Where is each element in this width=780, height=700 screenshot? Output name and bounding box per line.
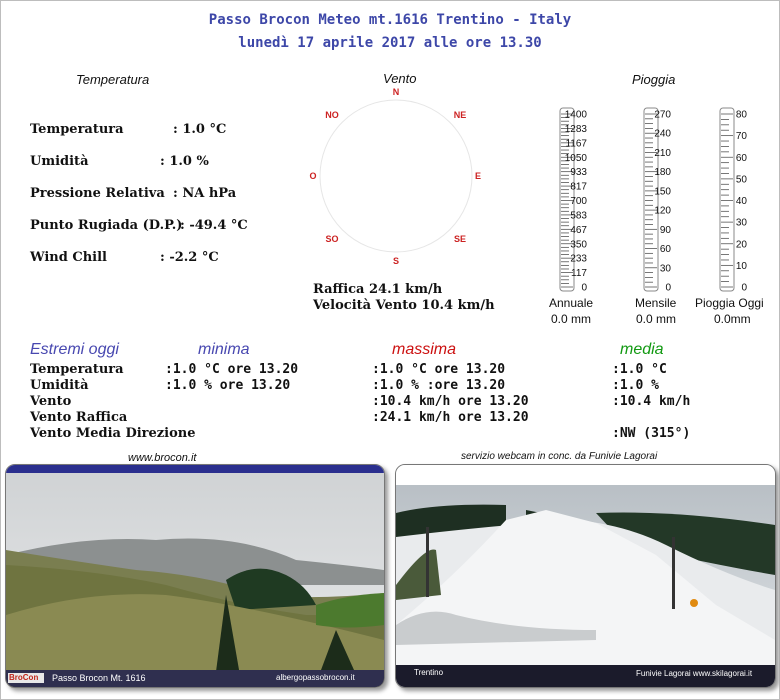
section-pioggia: Pioggia [632,72,676,87]
compass-so: SO [325,234,339,244]
gauge-tick-label: 1283 [564,123,587,135]
webcam-right-caption: servizio webcam in conc. da Funivie Lagorai [461,451,658,462]
wind-gust: Raffica 24.1 km/h [313,282,443,297]
gauge-tick-label: 60 [659,244,671,256]
webcam-right-logo: Trentino [414,668,444,677]
reading-label-wind-chill: Wind Chill [30,250,107,265]
gauge-tick-label: 180 [654,167,671,179]
gauge-tick-label: 80 [735,109,747,121]
webcam-right-image [396,465,775,687]
gauge-tick-label: 583 [570,210,587,222]
compass-e: E [474,171,482,181]
compass-n: N [392,87,400,97]
gauge-tick-label: 933 [570,167,587,179]
gauge-tick-label: 0 [581,282,587,294]
gauge-tick-label: 817 [570,181,587,193]
gauge-value-oggi: 0.0mm [714,312,751,326]
webcam-left-image [6,465,384,687]
webcam-right[interactable] [395,464,776,688]
gauge-tick-label: 0 [665,282,671,294]
extremes-row-label: Vento [30,394,72,409]
extremes-avg-header: media [620,341,664,358]
extremes-row-min: :1.0 % ore 13.20 [165,378,291,393]
gauge-tick-label: 30 [659,263,671,275]
webcam-left-footer: Passo Brocon Mt. 1616 [52,673,146,683]
extremes-title: Estremi oggi [30,341,119,358]
webcam-left-url: albergopassobrocon.it [276,673,355,682]
wind-speed: Velocità Vento 10.4 km/h [313,298,495,313]
gauge-tick-label: 1167 [565,138,587,150]
gauge-tick-label: 90 [659,224,671,236]
gauge-value-mensile: 0.0 mm [636,312,677,326]
reading-label-temperatura: Temperatura [30,122,124,137]
wind-compass [300,82,490,272]
extremes-row-label: Temperatura [30,362,124,377]
compass-ne: NE [453,110,467,120]
extremes-max-header: massima [392,341,457,358]
page-title: Passo Brocon Meteo mt.1616 Trentino - Italy [208,12,572,28]
extremes-row-min: :1.0 °C ore 13.20 [165,362,299,377]
reading-value-temperatura: : 1.0 °C [173,122,227,137]
gauge-tick-label: 233 [570,253,587,265]
gauge-name-oggi: Pioggia Oggi [695,296,764,310]
webcam-left-logo: BroCon [9,673,39,682]
gauge-tick-label: 117 [571,268,587,280]
extremes-min-header: minima [198,341,250,358]
webcam-left[interactable] [5,464,385,688]
gauge-tick-label: 1050 [564,152,587,164]
extremes-row-label: Vento Raffica [30,410,128,425]
extremes-row-label: Umidità [30,378,89,393]
reading-value-punto-rugiada: : -49.4 °C [180,218,248,233]
gauge-tick-label: 30 [735,217,747,229]
gauge-tick-label: 120 [654,205,671,217]
compass-no: NO [325,110,339,120]
gauge-tick-label: 210 [654,147,671,159]
gauge-tick-label: 0 [741,282,747,294]
gauge-tick-label: 1400 [564,109,587,121]
reading-label-pressione: Pressione Relativa [30,186,165,201]
gauge-value-annuale: 0.0 mm [551,312,592,326]
reading-value-umidita: : 1.0 % [160,154,209,169]
section-vento: Vento [383,71,417,86]
gauge-tick-label: 700 [570,196,587,207]
webcam-right-footer: Funivie Lagorai www.skilagorai.it [636,669,753,678]
gauge-tick-label: 70 [735,131,747,143]
gauge-tick-label: 467 [570,224,587,236]
gauge-tick-label: 50 [735,174,747,186]
gauge-tick-label: 150 [654,186,671,198]
compass-s: S [392,256,400,266]
gauge-tick-label: 350 [570,239,587,251]
gauge-name-mensile: Mensile [635,296,677,310]
gauge-tick-label: 270 [654,109,671,121]
extremes-row-avg: :1.0 % [612,378,659,393]
reading-value-pressione: : NA hPa [173,186,237,201]
gauge-tick-label: 60 [735,152,747,164]
compass-ring [320,100,472,252]
gauge-tick-label: 10 [735,260,747,272]
gauge-tick-label: 40 [735,196,747,207]
webcam-left-caption: www.brocon.it [128,452,197,464]
extremes-row-label: Vento Media Direzione [30,426,196,441]
extremes-row-max: :24.1 km/h ore 13.20 [372,410,529,425]
page-subtitle-date: lunedì 17 aprile 2017 alle ore 13.30 [238,35,542,51]
rain-gauges [540,100,780,300]
section-temperatura: Temperatura [76,72,150,87]
gauge-tick-label: 240 [654,128,671,140]
extremes-row-avg: :10.4 km/h [612,394,691,409]
extremes-row-avg: :1.0 °C [612,362,667,377]
reading-label-punto-rugiada: Punto Rugiada (D.P.) [30,218,183,233]
gauge-name-annuale: Annuale [549,296,594,310]
extremes-row-max: :10.4 km/h ore 13.20 [372,394,529,409]
gauge-tick-label: 20 [735,239,747,251]
extremes-row-avg: :NW (315°) [612,426,691,441]
reading-value-wind-chill: : -2.2 °C [160,250,219,265]
extremes-row-max: :1.0 °C ore 13.20 [372,362,506,377]
compass-o: O [309,171,317,181]
extremes-row-max: :1.0 % :ore 13.20 [372,378,506,393]
reading-label-umidita: Umidità [30,154,89,169]
compass-se: SE [453,234,467,244]
